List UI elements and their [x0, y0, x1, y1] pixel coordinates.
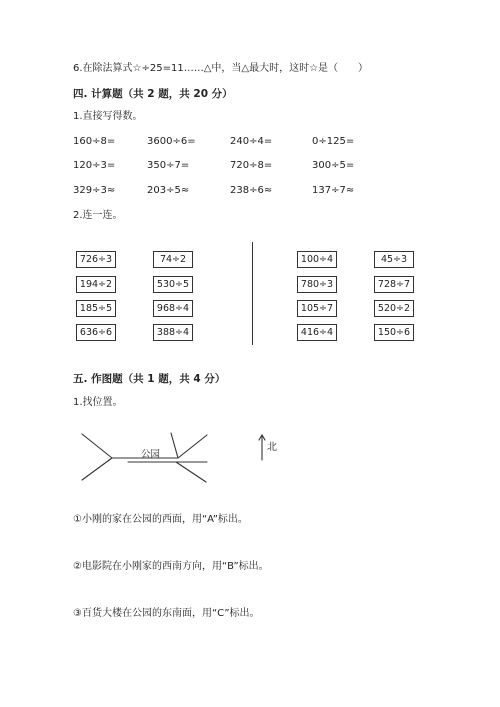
section-4-question-2: 2.连一连。	[73, 210, 123, 221]
match-box[interactable]: 185÷5	[76, 300, 116, 317]
match-box[interactable]: 530÷5	[153, 276, 193, 293]
calc-item: 160÷8=	[73, 136, 116, 147]
calc-item: 0÷125=	[312, 136, 355, 147]
calc-item: 203÷5≈	[147, 185, 190, 196]
section-5-question-1: 1.找位置。	[73, 397, 123, 408]
road-line	[171, 433, 178, 458]
calc-item: 350÷7=	[147, 160, 190, 171]
sub-question-2: ②电影院在小刚家的西南方向，用“B”标出。	[73, 561, 269, 572]
match-box[interactable]: 636÷6	[76, 324, 116, 341]
match-box[interactable]: 726÷3	[76, 251, 116, 268]
road-line	[176, 462, 206, 482]
match-box[interactable]: 150÷6	[374, 324, 414, 341]
calc-item: 3600÷6=	[147, 136, 196, 147]
match-box[interactable]: 100÷4	[297, 251, 337, 268]
match-box[interactable]: 45÷3	[374, 251, 414, 268]
calc-item: 329÷3≈	[73, 185, 116, 196]
divider-line	[252, 242, 253, 345]
calc-item: 120÷3=	[73, 160, 116, 171]
match-box[interactable]: 780÷3	[297, 276, 337, 293]
question-6: 6.在除法算式☆÷25=11……△中，当△最大时，这时☆是（ ）	[73, 63, 369, 74]
sub-question-1: ①小刚的家在公园的西面，用“A”标出。	[73, 514, 248, 525]
calc-item: 720÷8=	[230, 160, 273, 171]
calc-item: 240÷4=	[230, 136, 273, 147]
match-box[interactable]: 105÷7	[297, 300, 337, 317]
calc-item: 300÷5=	[312, 160, 355, 171]
road-line	[82, 434, 112, 458]
section-5-title: 五. 作图题（共 1 题，共 4 分）	[73, 373, 226, 385]
match-box[interactable]: 388÷4	[153, 324, 193, 341]
road-line	[178, 435, 207, 458]
match-box[interactable]: 194÷2	[76, 276, 116, 293]
match-box[interactable]: 416÷4	[297, 324, 337, 341]
calc-item: 238÷6≈	[230, 185, 273, 196]
match-box[interactable]: 74÷2	[153, 251, 193, 268]
north-label: 北	[267, 442, 277, 453]
map-diagram	[0, 415, 500, 495]
sub-question-3: ③百货大楼在公园的东南面，用“C”标出。	[73, 608, 260, 619]
park-label: 公园	[141, 449, 161, 460]
match-box[interactable]: 728÷7	[374, 276, 414, 293]
section-4-question-1: 1.直接写得数。	[73, 111, 143, 122]
match-box[interactable]: 520÷2	[374, 300, 414, 317]
match-box[interactable]: 968÷4	[153, 300, 193, 317]
section-4-title: 四. 计算题（共 2 题，共 20 分）	[73, 88, 233, 100]
calc-item: 137÷7≈	[312, 185, 355, 196]
road-line	[82, 458, 112, 480]
